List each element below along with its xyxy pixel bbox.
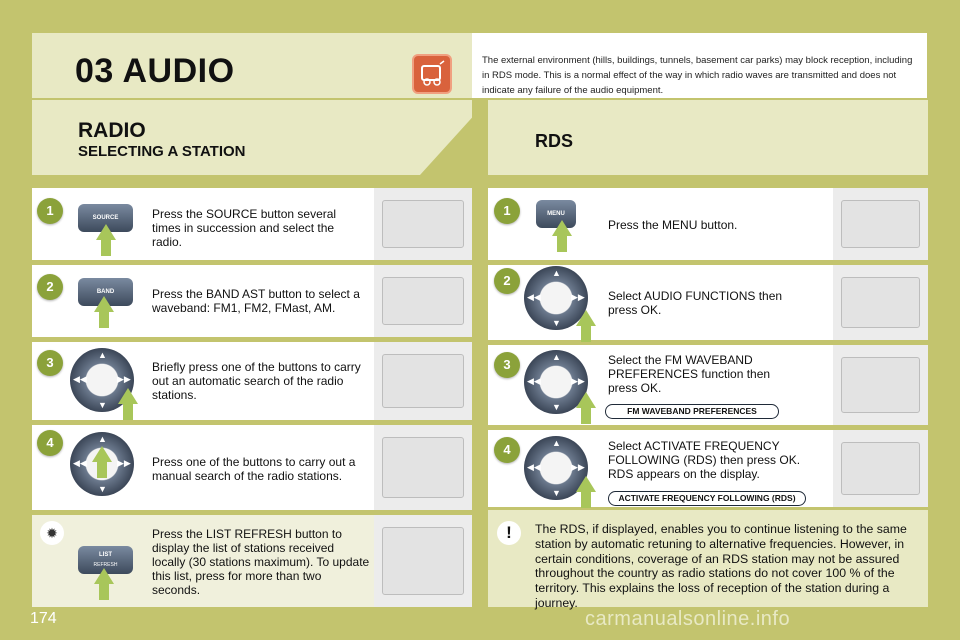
joystick-icon: ▲ ▼ ◀◀ ▶▶: [524, 350, 588, 414]
press-arrow-icon: [96, 224, 116, 240]
press-arrow-icon: [92, 446, 112, 462]
band-button: BAND: [78, 278, 133, 306]
step-text: Press the BAND AST button to select a waveband: FM1, FM2, FMast, AM.: [152, 287, 360, 315]
radio-subtitle: SELECTING A STATION: [78, 143, 246, 160]
step-text: Briefly press one of the buttons to carry out an automatic search of the radio stations.: [152, 360, 361, 402]
step-number: 1: [494, 198, 520, 224]
joystick-icon: ▲ ▼ ◀◀ ▶▶: [70, 348, 134, 412]
press-arrow-icon: [576, 310, 596, 326]
radio-unit-thumbnail: [833, 430, 928, 507]
radio-unit-thumbnail: [374, 265, 472, 337]
radio-unit-thumbnail: [833, 345, 928, 425]
radio-unit-thumbnail: [833, 188, 928, 260]
radio-unit-thumbnail: [374, 188, 472, 260]
press-arrow-icon: [552, 220, 572, 236]
step-number: 4: [494, 437, 520, 463]
reception-note: The external environment (hills, buildings, tunnels, basement car parks) may block reception, including in RDS mode. This is a normal effect of the way in which radio waves are transmitted and does not indicate any failure of the audio equipment.: [482, 55, 913, 96]
press-arrow-icon: [118, 388, 138, 404]
fm-waveband-badge: FM WAVEBAND PREFERENCES: [605, 404, 779, 419]
radio-unit-thumbnail: [374, 515, 472, 607]
joystick-icon: ▲ ▼ ◀◀ ▶▶: [70, 432, 134, 496]
divider-triangle: [420, 100, 488, 175]
step-text: Select AUDIO FUNCTIONS then press OK.: [608, 289, 783, 317]
step-text: Press one of the buttons to carry out a manual search of the radio stations.: [152, 455, 356, 483]
joystick-icon: ▲ ▼ ◀◀ ▶▶: [524, 266, 588, 330]
source-button: SOURCE: [78, 204, 133, 232]
chapter-title: 03 AUDIO: [75, 52, 235, 90]
step-number: 2: [37, 274, 63, 300]
exclamation-icon: !: [497, 521, 521, 545]
radio-unit-thumbnail: [833, 265, 928, 340]
step-number: 3: [37, 350, 63, 376]
radio-title: RADIO: [78, 119, 146, 142]
page-number: 174: [30, 610, 57, 627]
press-arrow-icon: [94, 568, 114, 584]
watermark: carmanualsonline.info: [585, 608, 791, 630]
step-text: Press the MENU button.: [608, 218, 738, 232]
radio-unit-thumbnail: [374, 342, 472, 420]
step-text: Press the SOURCE button several times in succession and select the radio.: [152, 207, 337, 249]
sun-icon: ✹: [40, 521, 64, 545]
press-arrow-icon: [94, 296, 114, 312]
step-number: 4: [37, 430, 63, 456]
step-number: 3: [494, 352, 520, 378]
list-refresh-button: LIST REFRESH: [78, 546, 133, 574]
audio-icon: [412, 54, 452, 94]
menu-button: MENU: [536, 200, 576, 228]
step-text: Select ACTIVATE FREQUENCY FOLLOWING (RDS) then press OK. RDS appears on the display.: [608, 439, 801, 481]
activate-frequency-badge: ACTIVATE FREQUENCY FOLLOWING (RDS): [608, 491, 806, 506]
radio-unit-thumbnail: [374, 425, 472, 510]
step-text: Select the FM WAVEBAND PREFERENCES function then press OK.: [608, 353, 771, 395]
press-arrow-icon: [576, 392, 596, 408]
joystick-icon: ▲ ▼ ◀◀ ▶▶: [524, 436, 588, 500]
press-arrow-icon: [576, 476, 596, 492]
step-number: 2: [494, 268, 520, 294]
tip-text: Press the LIST REFRESH button to display the list of stations received locally (30 stations maximum). To update this list, press for more than two seconds.: [152, 527, 370, 597]
step-number: 1: [37, 198, 63, 224]
rds-warning-text: The RDS, if displayed, enables you to continue listening to the same station by automatic retuning to alternative frequencies. However, in certain conditions, coverage of an RDS station may not be assured throughout the country as radio stations do not cover 100 % of the territory. This explains the loss of reception of the station during a journey.: [535, 522, 907, 610]
rds-title: RDS: [535, 131, 574, 151]
